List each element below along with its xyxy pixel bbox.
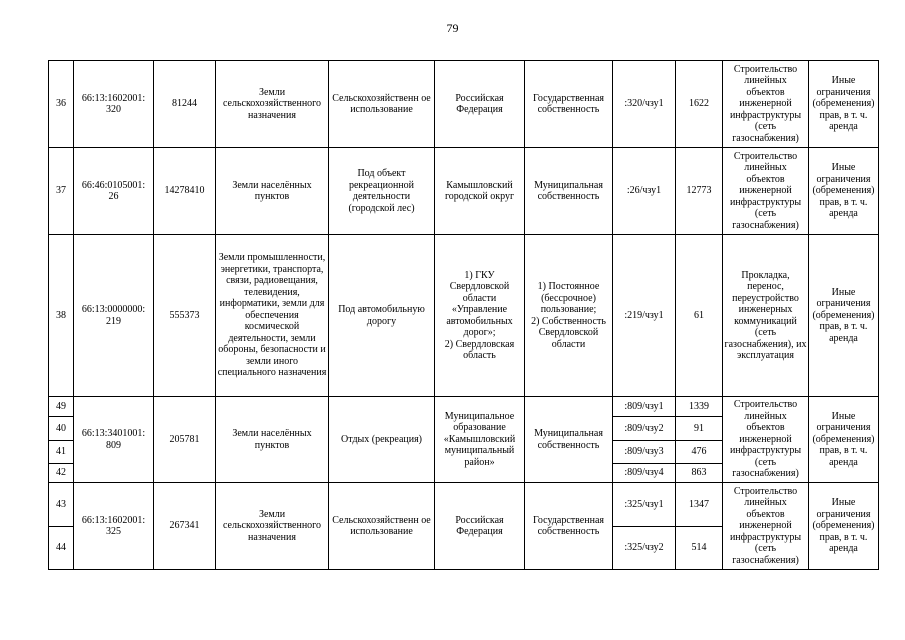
- subplot-area: 1622: [676, 61, 723, 148]
- purpose: Прокладка, перенос, переустройство инженерных коммуникаций (сеть газоснабжения), их эксплуатация: [723, 235, 809, 397]
- subplot-id: :809/чзу2: [613, 417, 676, 441]
- subplot-area: 863: [676, 464, 723, 483]
- plot-area: 555373: [154, 235, 216, 397]
- rights-holder: Муниципальное образование «Камышловский муниципальный район»: [435, 397, 525, 483]
- land-category: Земли населённых пунктов: [216, 148, 329, 235]
- rights-holder: Российская Федерация: [435, 483, 525, 570]
- subplot-area: 1339: [676, 397, 723, 417]
- cadastral-number: 66:13:1602001: 320: [74, 61, 154, 148]
- plot-area: 205781: [154, 397, 216, 483]
- purpose: Строительство линейных объектов инженерной инфраструктуры (сеть газоснабжения): [723, 61, 809, 148]
- subplot-area: 1347: [676, 483, 723, 527]
- row-number: 44: [49, 527, 74, 570]
- page-number: 79: [446, 21, 459, 35]
- subplot-area: 476: [676, 441, 723, 464]
- subplot-area: 91: [676, 417, 723, 441]
- subplot-id: :809/чзу4: [613, 464, 676, 483]
- plot-area: 81244: [154, 61, 216, 148]
- restriction: Иные ограничения (обременения) прав, в т. ч. аренда: [809, 397, 879, 483]
- subplot-id: :320/чзу1: [613, 61, 676, 148]
- land-category: Земли населённых пунктов: [216, 397, 329, 483]
- subplot-id: :26/чзу1: [613, 148, 676, 235]
- land-plots-table: [48, 60, 879, 570]
- row-number: 42: [49, 464, 74, 483]
- ownership-type: Муниципальная собственность: [525, 397, 613, 483]
- subplot-id: :809/чзу1: [613, 397, 676, 417]
- row-number: 49: [49, 397, 74, 417]
- purpose: Строительство линейных объектов инженерной инфраструктуры (сеть газоснабжения): [723, 397, 809, 483]
- rights-holder: 1) ГКУ Свердловской области «Управление автомобильных дорог»; 2) Свердловская область: [435, 235, 525, 397]
- restriction: Иные ограничения (обременения) прав, в т. ч. аренда: [809, 483, 879, 570]
- table-row: [49, 397, 879, 417]
- table-row: [49, 148, 879, 235]
- ownership-type: 1) Постоянное (бессрочное) пользование; 2) Собственность Свердловской области: [525, 235, 613, 397]
- rights-holder: Российская Федерация: [435, 61, 525, 148]
- table-row: [49, 61, 879, 148]
- row-number: 40: [49, 417, 74, 441]
- purpose: Строительство линейных объектов инженерной инфраструктуры (сеть газоснабжения): [723, 148, 809, 235]
- ownership-type: Государственная собственность: [525, 61, 613, 148]
- permitted-use: Под автомобильную дорогу: [329, 235, 435, 397]
- permitted-use: Под объект рекреационной деятельности (городской лес): [329, 148, 435, 235]
- purpose: Строительство линейных объектов инженерной инфраструктуры (сеть газоснабжения): [723, 483, 809, 570]
- land-category: Земли сельскохозяйственного назначения: [216, 61, 329, 148]
- subplot-id: :809/чзу3: [613, 441, 676, 464]
- subplot-area: 12773: [676, 148, 723, 235]
- ownership-type: Государственная собственность: [525, 483, 613, 570]
- plot-area: 267341: [154, 483, 216, 570]
- subplot-area: 61: [676, 235, 723, 397]
- restriction: Иные ограничения (обременения) прав, в т. ч. аренда: [809, 235, 879, 397]
- subplot-area: 514: [676, 527, 723, 570]
- cadastral-number: 66:13:0000000: 219: [74, 235, 154, 397]
- subplot-id: :219/чзу1: [613, 235, 676, 397]
- subplot-id: :325/чзу1: [613, 483, 676, 527]
- row-number: 37: [49, 148, 74, 235]
- subplot-id: :325/чзу2: [613, 527, 676, 570]
- cadastral-number: 66:13:3401001: 809: [74, 397, 154, 483]
- cadastral-number: 66:46:0105001: 26: [74, 148, 154, 235]
- ownership-type: Муниципальная собственность: [525, 148, 613, 235]
- table-row: [49, 235, 879, 397]
- table-row: [49, 483, 879, 527]
- row-number: 41: [49, 441, 74, 464]
- row-number: 38: [49, 235, 74, 397]
- cadastral-number: 66:13:1602001: 325: [74, 483, 154, 570]
- permitted-use: Сельскохозяйственн ое использование: [329, 483, 435, 570]
- plot-area: 14278410: [154, 148, 216, 235]
- row-number: 36: [49, 61, 74, 148]
- restriction: Иные ограничения (обременения) прав, в т. ч. аренда: [809, 61, 879, 148]
- restriction: Иные ограничения (обременения) прав, в т. ч. аренда: [809, 148, 879, 235]
- land-category: Земли сельскохозяйственного назначения: [216, 483, 329, 570]
- permitted-use: Отдых (рекреация): [329, 397, 435, 483]
- row-number: 43: [49, 483, 74, 527]
- rights-holder: Камышловский городской округ: [435, 148, 525, 235]
- permitted-use: Сельскохозяйственн ое использование: [329, 61, 435, 148]
- land-category: Земли промышленности, энергетики, транспорта, связи, радиовещания, телевидения, информатики, земли для обеспечения космической деятельности, земли обороны, безопасности и земли иного специального назначения: [216, 235, 329, 397]
